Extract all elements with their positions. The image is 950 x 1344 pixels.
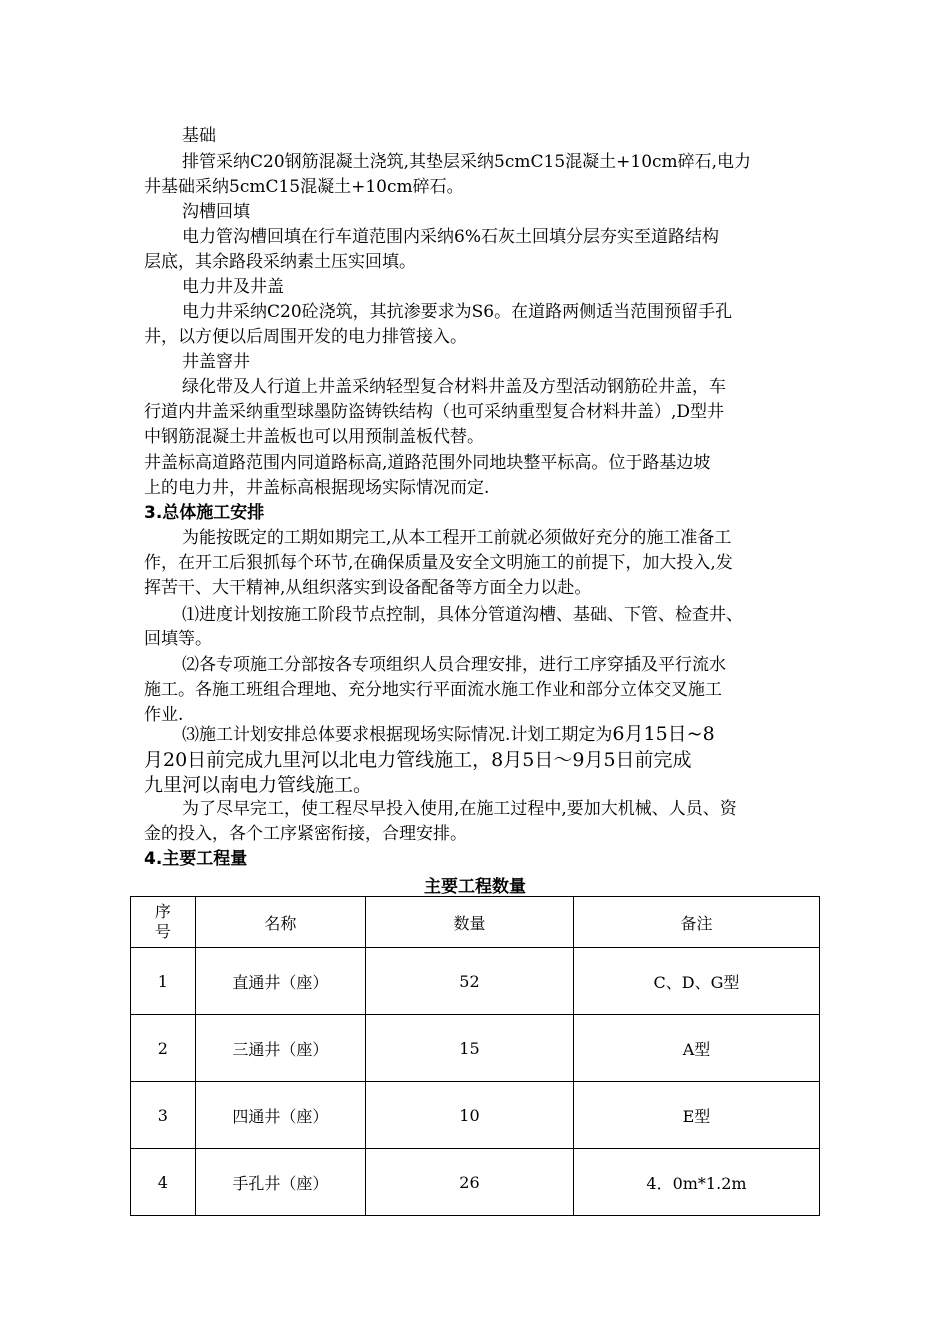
cell-seq: 2 [131,1015,196,1082]
item3-text: ⑶施工计划安排总体要求根据现场实际情况.计划工期定为 [182,725,613,745]
paragraph-line: 排管采纳C20钢筋混凝土浇筑,其垫层采纳5cmC15混凝土+10cm碎石,电力 [182,152,752,172]
paragraph-line: 施工。各施工班组合理地、充分地实行平面流水施工作业和部分立体交叉施工 [144,680,722,700]
cell-note: A型 [573,1015,819,1082]
paragraph-line: 为了尽早完工，使工程尽早投入使用,在施工过程中,要加大机械、人员、资 [182,799,737,819]
paragraph-line: 行道内井盖采纳重型球墨防盗铸铁结构（也可采纳重型复合材料井盖）,D型井 [144,402,725,422]
table-header-row [131,897,820,948]
cell-note: 4．0m*1.2m [573,1149,819,1216]
subheading-well: 电力井及井盖 [182,277,284,297]
table-row [131,948,820,1015]
section-heading-4: 4.主要工程量 [144,849,248,869]
paragraph-line: 作业. [144,705,184,725]
list-item-3 [182,722,715,747]
paragraph-line: 井盖标高道路范围内同道路标高,道路范围外同地块整平标高。位于路基边坡 [144,453,711,473]
paragraph-line: 井，以方便以后周围开发的电力排管接入。 [144,327,467,347]
cell-seq: 3 [131,1082,196,1149]
list-item-2: ⑵各专项施工分部按各专项组织人员合理安排，进行工序穿插及平行流水 [182,655,726,675]
cell-qty: 52 [366,948,574,1015]
subheading-foundation: 基础 [182,126,216,146]
header-seq: 序 号 [131,897,196,948]
cell-name: 手孔井（座） [195,1149,365,1216]
cell-note: C、D、G型 [573,948,819,1015]
cell-qty: 10 [366,1082,574,1149]
cell-name: 四通井（座） [195,1082,365,1149]
paragraph-line: 层底，其余路段采纳素土压实回填。 [144,252,416,272]
paragraph-line: 电力井采纳C20砼浇筑，其抗渗要求为S6。在道路两侧适当范围预留手孔 [182,302,733,322]
cell-name: 三通井（座） [195,1015,365,1082]
paragraph-line: 挥苦干、大干精神,从组织落实到设备配备等方面全力以赴。 [144,578,592,598]
paragraph-line: 上的电力井，井盖标高根据现场实际情况而定. [144,478,490,498]
paragraph-line: 井基础采纳5cmC15混凝土+10cm碎石。 [144,177,464,197]
quantities-table [130,896,820,1216]
paragraph-line: 回填等。 [144,629,212,649]
cell-qty: 26 [366,1149,574,1216]
paragraph-line: 电力管沟槽回填在行车道范围内采纳6%石灰土回填分层夯实至道路结构 [182,227,719,247]
subheading-backfill: 沟槽回填 [182,202,250,222]
paragraph-line: 金的投入，各个工序紧密衔接，合理安排。 [144,824,467,844]
table-row [131,1082,820,1149]
paragraph-line: 作，在开工后狠抓每个环节,在确保质量及安全文明施工的前提下，加大投入,发 [144,553,733,573]
header-qty: 数量 [366,897,574,948]
list-item-1: ⑴进度计划按施工阶段节点控制，具体分管道沟槽、基础、下管、检查井、 [182,605,743,625]
table-caption: 主要工程数量 [424,877,526,897]
paragraph-line: 绿化带及人行道上井盖采纳轻型复合材料井盖及方型活动钢筋砼井盖，车 [182,377,726,397]
section-heading-3: 3.总体施工安排 [144,503,265,523]
paragraph-line: 九里河以南电力管线施工。 [144,774,373,796]
table-row [131,1015,820,1082]
cell-name: 直通井（座） [195,948,365,1015]
header-note: 备注 [573,897,819,948]
cell-seq: 1 [131,948,196,1015]
subheading-cover: 井盖窨井 [182,352,250,372]
header-name: 名称 [195,897,365,948]
cell-note: E型 [573,1082,819,1149]
cell-qty: 15 [366,1015,574,1082]
paragraph-line: 月20日前完成九里河以北电力管线施工，8月5日～9月5日前完成 [144,749,692,771]
paragraph-line: 为能按既定的工期如期完工,从本工程开工前就必须做好充分的施工准备工 [182,528,732,548]
table-row [131,1149,820,1216]
cell-seq: 4 [131,1149,196,1216]
paragraph-line: 中钢筋混凝土井盖板也可以用预制盖板代替。 [144,427,484,447]
item3-date: 6月15日~8 [612,723,715,745]
